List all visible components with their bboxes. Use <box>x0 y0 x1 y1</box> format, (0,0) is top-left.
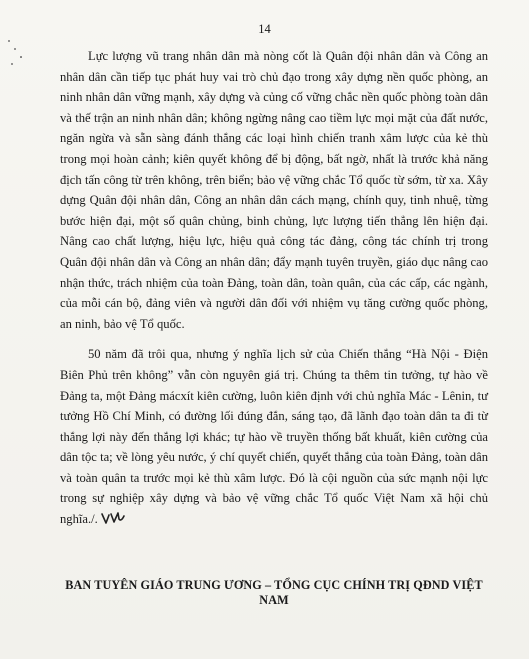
body-text <box>60 46 488 530</box>
paragraph-text: 50 năm đã trôi qua, nhưng ý nghĩa lịch sử của Chiến thắng “Hà Nội - Điện Biên Phủ trên không” vẫn còn nguyên giá trị. Chúng ta thêm tin tưởng, tự hào về Đảng ta, một Đảng mácxít kiên cường, luôn kiên định với chủ nghĩa Mác - Lênin, tư tưởng Hồ Chí Minh, có đường lối đúng đắn, sáng tạo, đã lãnh đạo toàn dân ta đi từ thắng lợi này đến thắng lợi khác; tự hào về truyền thống bất khuất, kiên cường của dân tộc ta; về lòng yêu nước, ý chí quyết chiến, quyết thắng của toàn Đảng, toàn dân và toàn quân ta trước mọi kẻ thù xâm lược. Đó là cội nguồn của sức mạnh nội lực trong sự nghiệp xây dựng và bảo vệ vững chắc Tổ quốc Việt Nam xã hội chủ nghĩa./. <box>60 347 488 527</box>
scan-speck <box>14 48 16 50</box>
initial-signature-icon <box>100 510 126 526</box>
page-number: 14 <box>258 22 271 36</box>
scan-speck <box>11 63 13 65</box>
issuing-organization: BAN TUYÊN GIÁO TRUNG ƯƠNG – TỔNG CỤC CHÍNH TRỊ QĐND VIỆT NAM <box>65 578 483 607</box>
paragraph: Lực lượng vũ trang nhân dân mà nòng cốt là Quân đội nhân dân và Công an nhân dân cần tiếp tục phát huy vai trò chủ đạo trong xây dựng nền quốc phòng, an ninh nhân dân vững mạnh, xây dựng và củng cố vững chắc nền quốc phòng toàn dân và thế trận an ninh nhân dân; không ngừng nâng cao tiềm lực mọi mặt của đất nước, ngăn ngừa và sẵn sàng đánh thắng các loại hình chiến tranh xâm lược của kẻ thù trong mọi hoàn cảnh; kiên quyết không để bị động, bất ngờ, nhất là trước khả năng địch tấn công từ trên không, trên biển; bảo vệ vững chắc Tổ quốc từ sớm, từ xa. Xây dựng Quân đội nhân dân, Công an nhân dân cách mạng, chính quy, tinh nhuệ, từng bước hiện đại, một số quân chủng, binh chủng, lực lượng tiến thẳng lên hiện đại. Nâng cao chất lượng, hiệu lực, hiệu quả công tác đảng, công tác chính trị trong Quân đội nhân dân và Công an nhân dân; đẩy mạnh tuyên truyền, giáo dục nâng cao nhận thức, trách nhiệm của toàn Đảng, toàn dân, toàn quân, của các cấp, các ngành, của mỗi cán bộ, đảng viên và người dân đối với nhiệm vụ tăng cường quốc phòng, an ninh, bảo vệ Tổ quốc. <box>60 49 488 331</box>
paragraph <box>60 344 488 529</box>
scan-speck <box>20 56 22 58</box>
scan-speck <box>8 40 10 42</box>
